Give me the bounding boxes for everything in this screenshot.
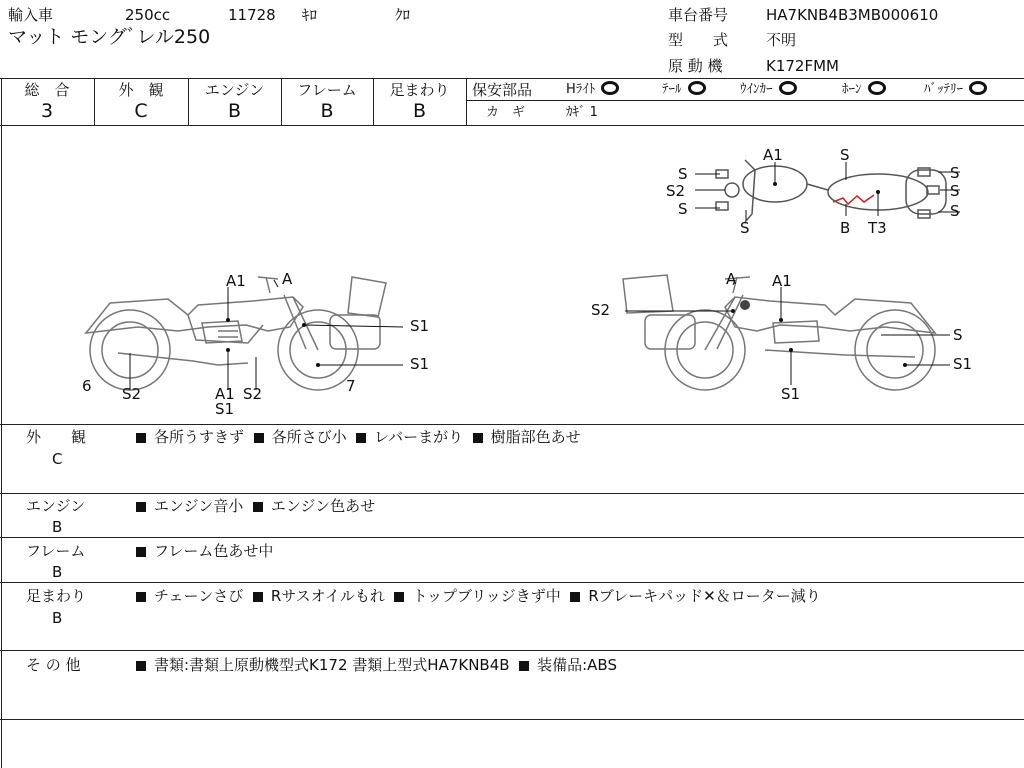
diagram-label: S2 [666, 182, 686, 200]
ok-circle-icon [868, 81, 886, 95]
diagram-label: B [840, 219, 851, 237]
key-label: カ ギ [486, 105, 526, 120]
remark-category-frame: フレーム [26, 542, 86, 560]
diagram-label: 6 [82, 377, 92, 395]
remark-category-suspension: 足まわり [26, 587, 87, 605]
grade-engine-value: B [227, 100, 242, 122]
remark-category-other: そ の 他 [26, 656, 81, 674]
ok-circle-icon [688, 81, 706, 95]
safety-horn: ﾎｰﾝ [842, 81, 886, 99]
engine-label: 原 動 機 [668, 57, 723, 75]
safety-battery: ﾊﾞｯﾃﾘｰ [924, 81, 987, 99]
diagram-label: A [282, 270, 293, 288]
diagram-label: S2 [243, 385, 263, 403]
diagram-label: A1 [226, 272, 246, 290]
remark-grade-frame: B [52, 563, 63, 581]
mileage: 11728 [228, 6, 276, 24]
motorcycle-left-side-diagram [78, 265, 448, 420]
frame-no: HA7KNB4B3MB000610 [766, 6, 939, 24]
diagram-label: A1 [772, 272, 792, 290]
remark-grade-engine: B [52, 518, 63, 536]
grade-engine-label: エンジン [204, 81, 265, 99]
remark-items-exterior: 各所うすきず 各所さび小 レバーまがり 樹脂部色あせ [136, 428, 581, 446]
grade-suspension-label: 足まわり [389, 81, 450, 99]
frame-no-label: 車台番号 [668, 6, 729, 24]
diagram-label: S [678, 165, 688, 183]
diagram-label: S2 [122, 385, 142, 403]
safety-tail: ﾃｰﾙ [662, 81, 706, 99]
grade-exterior-value: C [134, 100, 148, 122]
diagram-label: S [950, 202, 960, 220]
ok-circle-icon [779, 81, 797, 95]
displacement: 250cc [125, 6, 171, 24]
engine-no: K172FMM [766, 57, 839, 75]
diagram-label: S [740, 219, 750, 237]
remark-grade-exterior: C [52, 450, 63, 468]
diagram-label: S1 [410, 355, 430, 373]
diagram-label: S [950, 182, 960, 200]
diagram-label: S [953, 326, 963, 344]
remark-items-frame: フレーム色あせ中 [136, 542, 273, 560]
safety-headlight: Hﾗｲﾄ [566, 81, 619, 99]
vehicle-color: ｸﾛ [395, 6, 411, 24]
remark-items-suspension: チェーンさび Rサスオイルもれ トップブリッジきず中 Rブレーキパッド✕＆ローター減り [136, 587, 821, 605]
model-type-label: 型 式 [668, 31, 729, 49]
diagram-label: S2 [591, 301, 611, 319]
vehicle-type: 輸入車 [8, 6, 54, 24]
grade-exterior-label: 外 観 [118, 81, 164, 99]
diagram-label: T3 [868, 219, 887, 237]
diagram-label: S [950, 164, 960, 182]
diagram-label: S [678, 200, 688, 218]
mileage-unit: ｷﾛ [302, 6, 318, 24]
diagram-label: A [726, 270, 737, 288]
diagram-label: S1 [410, 317, 430, 335]
grade-frame-value: B [320, 100, 334, 122]
remark-category-engine: エンジン [26, 497, 86, 515]
diagram-label: S1 [215, 400, 235, 418]
motorcycle-top-view-diagram [660, 140, 980, 240]
grade-overall-value: 3 [40, 100, 54, 122]
ok-circle-icon [969, 81, 987, 95]
remark-grade-suspension: B [52, 609, 63, 627]
diagram-label: A1 [215, 385, 235, 403]
grade-overall-label: 総 合 [24, 81, 70, 99]
model-type: 不明 [766, 31, 797, 49]
remark-category-exterior: 外 観 [26, 428, 87, 446]
key-value: ｶｷﾞ 1 [566, 105, 598, 120]
safety-label: 保安部品 [472, 81, 533, 99]
remark-items-engine: エンジン音小 エンジン色あせ [136, 497, 375, 515]
motorcycle-right-side-diagram [585, 265, 985, 410]
diagram-label: A1 [763, 146, 783, 164]
grade-frame-label: フレーム [297, 81, 357, 99]
diagram-label: 7 [346, 377, 356, 395]
diagram-label: S [840, 146, 850, 164]
ok-circle-icon [601, 81, 619, 95]
model-name: マット モングﾞレル250 [8, 26, 211, 48]
remark-items-other: 書類:書類上原動機型式K172 書類上型式HA7KNB4B 装備品:ABS [136, 656, 617, 674]
safety-winker: ｳｲﾝｶｰ [740, 81, 797, 99]
grade-suspension-value: B [412, 100, 427, 122]
diagram-label: S1 [953, 355, 973, 373]
diagram-label: S1 [781, 385, 801, 403]
